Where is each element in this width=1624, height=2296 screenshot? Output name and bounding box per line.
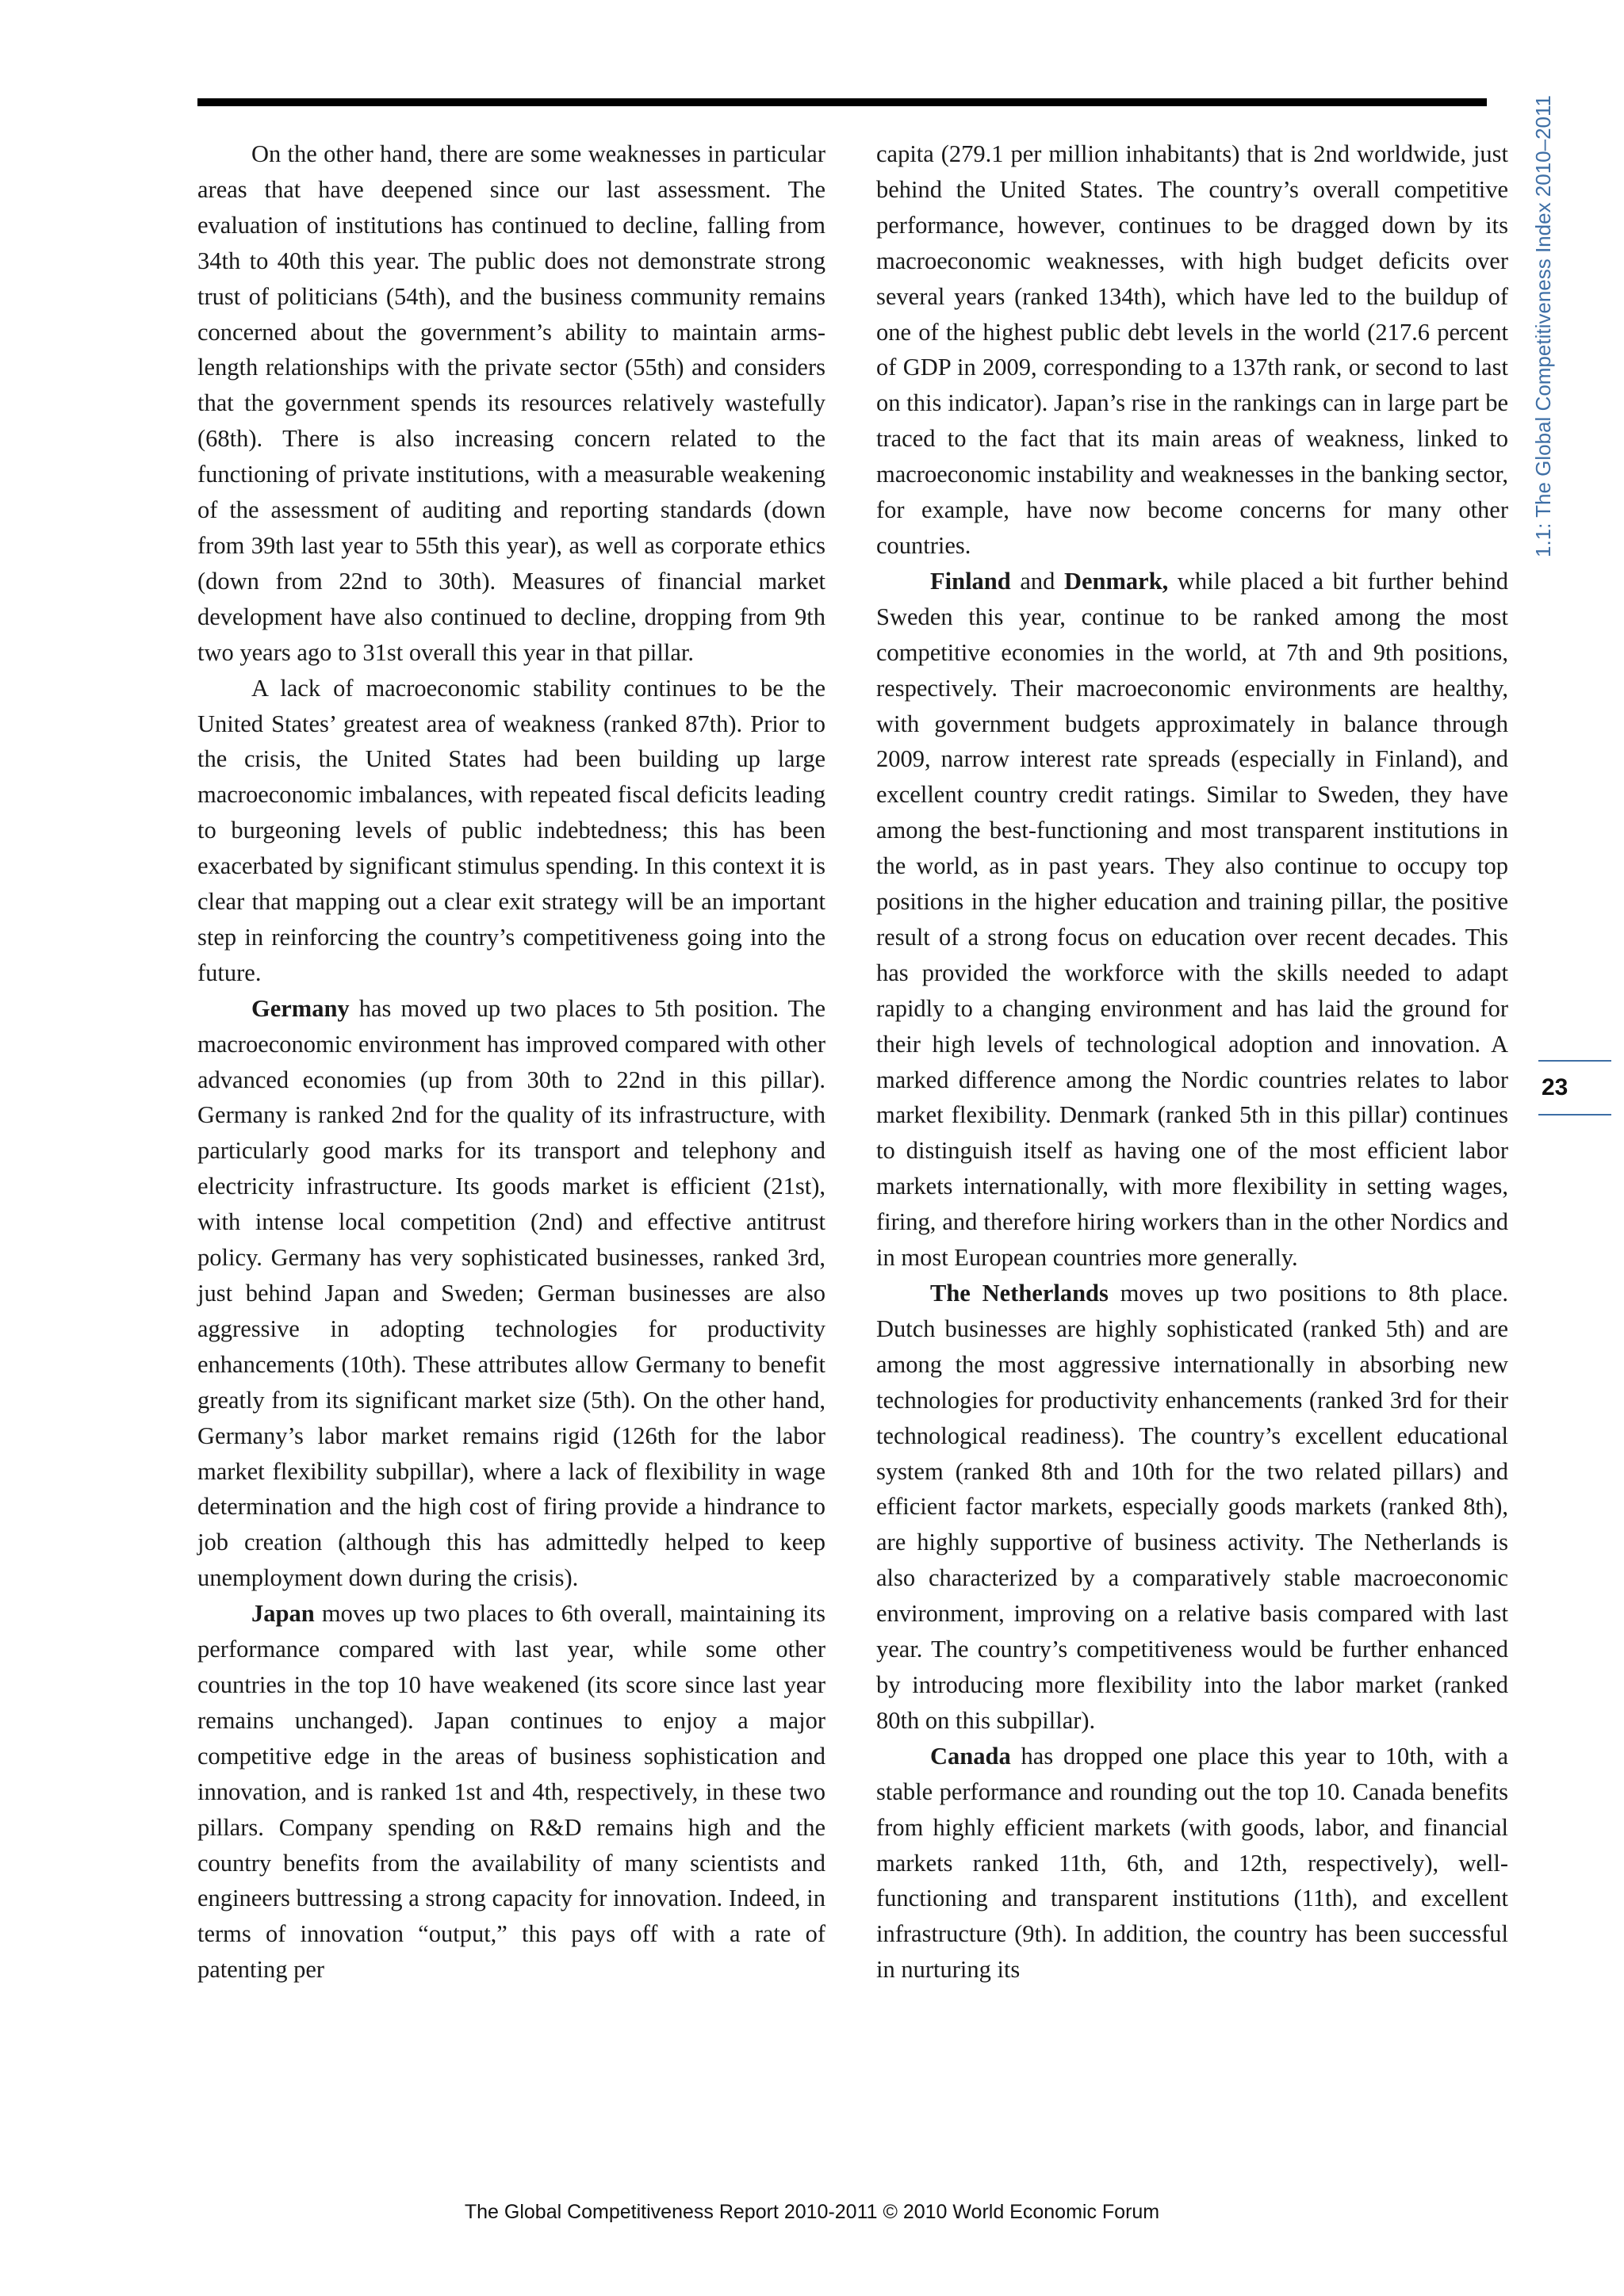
country-name-japan: Japan [251, 1600, 315, 1628]
country-name-denmark: Denmark, [1063, 567, 1169, 595]
top-rule [197, 98, 1487, 106]
right-column [876, 136, 1508, 1988]
page-footer: The Global Competitiveness Report 2010-2011 © 2010 World Economic Forum [464, 2201, 1160, 2223]
paragraph-netherlands-text: moves up two positions to 8th place. Dutch businesses are highly sophisticated (ranked 5th) and are among the most aggressive internationally in absorbing new technologies for productivity enhancements (ranked 3rd for their technological readiness). The country’s excellent educational system (ranked 8th and 10th for the two related pillars) and efficient factor markets, especially goods markets (ranked 8th), are highly supportive of business activity. The Netherlands is also characterized by a comparatively stable macroeconomic environment, improving on a relative basis compared with last year. The country’s competitiveness would be further enhanced by introducing more flexibility into the labor market (ranked 80th on this subpillar). [876, 1280, 1509, 1734]
conjunction-and: and [1010, 567, 1064, 595]
left-column [197, 136, 825, 1988]
paragraph-canada-text: has dropped one place this year to 10th, with a stable performance and rounding out the top 10. Canada benefits from highly efficient markets (with goods, labor, and financial markets ranked 11th, 6th, and 12th, respectively), well-functioning and transparent institutions (11th), and excellent infrastructure (9th). In addition, the country has been successful in nurturing its [876, 1742, 1508, 1984]
page-number-box [1538, 1060, 1611, 1115]
page-number-rule-bottom [1538, 1114, 1611, 1115]
paragraph-finland-denmark [876, 564, 1508, 1276]
paragraph-japan-text: moves up two places to 6th overall, maintaining its performance compared with last year, while some other countries in the top 10 have weakened (its score since last year remains unchanged). Japan continues to enjoy a major competitive edge in the areas of business sophistication and innovation, and is ranked 1st and 4th, respectively, in these two pillars. Company spending on R&D remains high and the country benefits from the availability of many scientists and engineers buttressing a strong capacity for innovation. Indeed, in terms of innovation “output,” this pays off with a rate of patenting per [197, 1600, 825, 1984]
paragraph-netherlands [876, 1276, 1508, 1739]
paragraph-japan-continued: capita (279.1 per million inhabitants) that is 2nd worldwide, just behind the United States. The country’s overall competitive performance, however, continues to be dragged down by its macroeconomic weaknesses, with high budget deficits over several years (ranked 134th), which have led to the buildup of one of the highest public debt levels in the world (217.6 percent of GDP in 2009, corresponding to a 137th rank, or second to last on this indicator). Japan’s rise in the rankings can in large part be traced to the fact that its main areas of weakness, linked to macroeconomic instability and weaknesses in the banking sector, for example, have now become concerns for many other countries. [876, 140, 1508, 559]
paragraph-japan [197, 1596, 825, 1988]
paragraph-finland-denmark-text: while placed a bit further behind Sweden this year, continue to be ranked among the most competitive economies in the world, at 7th and 9th positions, respectively. Their macroeconomic environments are healthy, with government budgets approximately in balance through 2009, narrow interest rate spreads (especially in Finland), and excellent country credit ratings. Similar to Sweden, they have among the best-functioning and most transparent institutions in the world, as in past years. They also continue to occupy top positions in the higher education and training pillar, the positive result of a strong focus on education over recent decades. This has provided the workforce with the skills needed to adapt rapidly to a changing environment and has laid the ground for their high levels of technological adoption and innovation. A marked difference among the Nordic countries relates to labor market flexibility. Denmark (ranked 5th in this pillar) continues to distinguish itself as having one of the most efficient labor markets internationally, with more flexibility in setting wages, firing, and therefore hiring workers than in the other Nordics and in most European countries more generally. [876, 567, 1508, 1272]
page-number: 23 [1542, 1074, 1568, 1100]
paragraph-canada [876, 1739, 1508, 1988]
country-name-finland: Finland [930, 567, 1011, 595]
country-name-netherlands: The Netherlands [930, 1280, 1109, 1307]
country-name-canada: Canada [930, 1742, 1011, 1770]
section-side-title: 1.1: The Global Competitiveness Index 2010–2011 [1531, 95, 1555, 557]
paragraph-macroeconomic-stability: A lack of macroeconomic stability continues to be the United States’ greatest area of weakness (ranked 87th). Prior to the crisis, the United States had been building up large macroeconomic imbalances, with repeated fiscal deficits leading to burgeoning levels of public indebtedness; this has been exacerbated by significant stimulus spending. In this context it is clear that mapping out a clear exit strategy will be an important step in reinforcing the country’s competitiveness going into the future. [197, 674, 825, 986]
paragraph-germany-text: has moved up two places to 5th position. The macroeconomic environment has improved compared with other advanced economies (up from 30th to 22nd in this pillar). Germany is ranked 2nd for the quality of its infrastructure, with particularly good marks for its transport and telephony and electricity infrastructure. Its goods market is efficient (21st), with intense local competition (2nd) and effective antitrust policy. Germany has very sophisticated businesses, ranked 3rd, just behind Japan and Sweden; German businesses are also aggressive in adopting technologies for productivity enhancements (10th). These attributes allow Germany to benefit greatly from its significant market size (5th). On the other hand, Germany’s labor market remains rigid (126th for the labor market flexibility subpillar), where a lack of flexibility in wage determination and the high cost of firing provide a hindrance to job creation (although this has admittedly helped to keep unemployment down during the crisis). [197, 994, 825, 1592]
country-name-germany: Germany [251, 994, 350, 1022]
paragraph-institutions-weakness: On the other hand, there are some weaknesses in particular areas that have deepened since our last assessment. The evaluation of institutions has continued to decline, falling from 34th to 40th this year. The public does not demonstrate strong trust of politicians (54th), and the business community remains concerned about the government’s ability to maintain arms-length relationships with the private sector (55th) and considers that the government spends its resources relatively wastefully (68th). There is also increasing concern related to the functioning of private institutions, with a measurable weakening of the assessment of auditing and reporting standards (down from 39th last year to 55th this year), as well as corporate ethics (down from 22nd to 30th). Measures of financial market development have also continued to decline, dropping from 9th two years ago to 31st overall this year in that pillar. [197, 140, 825, 666]
paragraph-germany [197, 991, 825, 1596]
